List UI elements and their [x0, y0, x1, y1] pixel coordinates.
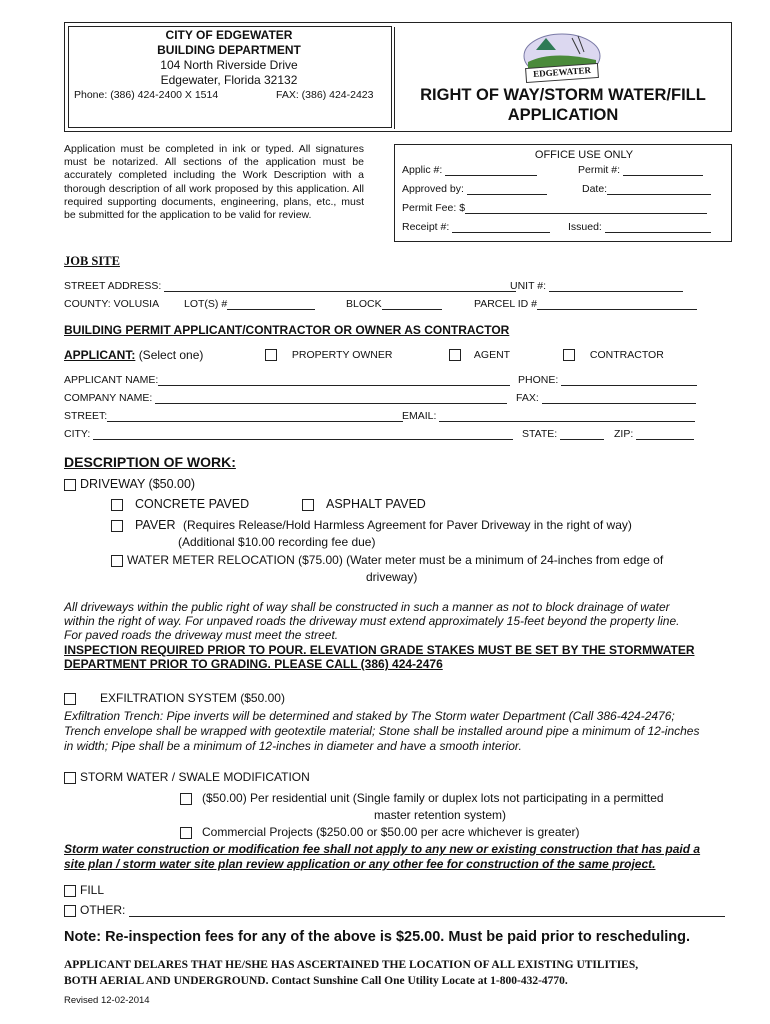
permit-number-field[interactable]: Permit #:: [578, 164, 703, 176]
logo-text: EDGEWATER: [532, 64, 592, 80]
inspection-note-line2: DEPARTMENT PRIOR TO GRADING. PLEASE CALL (386) 424-2476: [64, 657, 443, 671]
contractor-checkbox[interactable]: CONTRACTOR: [563, 349, 664, 361]
block-field[interactable]: BLOCK: [346, 298, 442, 310]
exfiltration-note-line2: Trench envelope shall be wrapped with geotextile material; Stone shall be installed around pipe a minimum of 12-inches: [64, 724, 700, 738]
street-address-field[interactable]: STREET ADDRESS:: [64, 280, 516, 292]
permit-fee-field[interactable]: Permit Fee: $: [402, 202, 707, 214]
agent-checkbox[interactable]: AGENT: [449, 349, 510, 361]
lots-field[interactable]: LOT(S) #: [184, 298, 315, 310]
water-meter-checkbox[interactable]: WATER METER RELOCATION ($75.00) (Water meter must be a minimum of 24-inches from edge of: [111, 553, 663, 567]
applicant-zip-field[interactable]: ZIP:: [614, 428, 694, 440]
fill-checkbox[interactable]: FILL: [64, 883, 104, 897]
retention-note: master retention system): [374, 808, 507, 822]
asphalt-paved-checkbox[interactable]: ASPHALT PAVED: [302, 497, 426, 511]
applicant-fax-field[interactable]: FAX:: [516, 392, 696, 404]
instructions-text: Application must be completed in ink or typed. All signatures must be notarized. All sections of the application must be accurately completed including the Work Description with a thorough description of all work proposed by this application. All required supporting documents, engineering, plans, etc., must be submitted for the application to be valid for review.: [64, 143, 364, 222]
driveway-note-line2: within the right of way. For unpaved roads the driveway must extend approximately 15-feet beyond the property line.: [64, 614, 680, 628]
header-divider: [394, 27, 395, 129]
paver-checkbox[interactable]: PAVER (Requires Release/Hold Harmless Agreement for Paver Driveway in the right of way): [111, 518, 632, 532]
issued-field[interactable]: Issued:: [568, 221, 711, 233]
driveway-note-line1: All driveways within the public right of way shall be constructed in such a manner as not to block drainage of water: [64, 600, 670, 614]
applicant-phone-field[interactable]: PHONE:: [518, 374, 697, 386]
exfiltration-note-line1: Exfiltration Trench: Pipe inverts will be determined and staked by The Storm water Department (Call 386-424-2476;: [64, 709, 675, 723]
applicant-name-field[interactable]: APPLICANT NAME:: [64, 374, 510, 386]
city-state-zip: Edgewater, Florida 32132: [160, 73, 298, 87]
approved-by-field[interactable]: Approved by:: [402, 183, 547, 195]
description-heading: DESCRIPTION OF WORK:: [64, 454, 236, 470]
driveway-checkbox[interactable]: DRIVEWAY ($50.00): [64, 477, 195, 491]
storm-fee-note-line1: Storm water construction or modification fee shall not apply to any new or existing construction that has paid a: [64, 842, 701, 856]
inspection-note-line1: INSPECTION REQUIRED PRIOR TO POUR. ELEVATION GRADE STAKES MUST BE SET BY THE STORMWATER: [64, 643, 695, 657]
applicant-label: APPLICANT: (Select one): [64, 348, 204, 362]
storm-water-checkbox[interactable]: STORM WATER / SWALE MODIFICATION: [64, 770, 310, 784]
city-name: CITY OF EDGEWATER: [165, 28, 293, 42]
form-title-line2: APPLICATION: [507, 106, 619, 124]
reinspection-note: Note: Re-inspection fees for any of the above is $25.00. Must be paid prior to rescheduling.: [64, 929, 691, 945]
concrete-paved-checkbox[interactable]: CONCRETE PAVED: [111, 497, 249, 511]
revised-date: Revised 12-02-2014: [64, 995, 150, 1006]
job-site-heading: JOB SITE: [64, 254, 120, 268]
property-owner-checkbox[interactable]: PROPERTY OWNER: [265, 349, 392, 361]
applicant-city-field[interactable]: CITY:: [64, 428, 513, 440]
county-label: COUNTY: VOLUSIA: [64, 298, 160, 310]
office-use-title: OFFICE USE ONLY: [534, 149, 634, 161]
city-logo: [512, 30, 612, 88]
applic-number-field[interactable]: Applic #:: [402, 164, 537, 176]
storm-fee-note-line2: site plan / storm water site plan review application or any other fee for construction of the same project.: [64, 857, 656, 871]
unit-field[interactable]: UNIT #:: [510, 280, 683, 292]
form-title-line1: RIGHT OF WAY/STORM WATER/FILL: [420, 86, 706, 104]
phone-number: Phone: (386) 424-2400 X 1514: [74, 89, 219, 101]
fax-number: FAX: (386) 424-2423: [276, 89, 374, 101]
residential-unit-checkbox[interactable]: ($50.00) Per residential unit (Single family or duplex lots not participating in a permitted: [180, 791, 664, 805]
declaration-line1: APPLICANT DELARES THAT HE/SHE HAS ASCERTAINED THE LOCATION OF ALL EXISTING UTILITIES,: [64, 959, 639, 971]
commercial-projects-checkbox[interactable]: Commercial Projects ($250.00 or $50.00 per acre whichever is greater): [180, 825, 580, 839]
company-name-field[interactable]: COMPANY NAME:: [64, 392, 507, 404]
driveway-note-line3: For paved roads the driveway must meet the street.: [64, 628, 339, 642]
parcel-id-field[interactable]: PARCEL ID #: [474, 298, 697, 310]
applicant-section-heading: BUILDING PERMIT APPLICANT/CONTRACTOR OR OWNER AS CONTRACTOR: [64, 323, 510, 337]
date-field[interactable]: Date:: [582, 183, 711, 195]
applicant-state-field[interactable]: STATE:: [522, 428, 604, 440]
exfiltration-checkbox[interactable]: EXFILTRATION SYSTEM ($50.00): [64, 691, 285, 705]
water-meter-note: driveway): [366, 570, 418, 584]
applicant-street-field[interactable]: STREET:: [64, 410, 403, 422]
paver-fee-note: (Additional $10.00 recording fee due): [178, 535, 376, 549]
other-field[interactable]: OTHER:: [64, 903, 725, 917]
exfiltration-note-line3: in width; Pipe shall be a minimum of 12-inches in diameter and have a smooth interior.: [64, 739, 522, 753]
department-name: BUILDING DEPARTMENT: [157, 43, 301, 57]
street-address: 104 North Riverside Drive: [160, 58, 298, 72]
receipt-number-field[interactable]: Receipt #:: [402, 221, 550, 233]
applicant-email-field[interactable]: EMAIL:: [402, 410, 695, 422]
declaration-line2: BOTH AERIAL AND UNDERGROUND. Contact Sunshine Call One Utility Locate at 1-800-432-4770.: [64, 975, 568, 987]
